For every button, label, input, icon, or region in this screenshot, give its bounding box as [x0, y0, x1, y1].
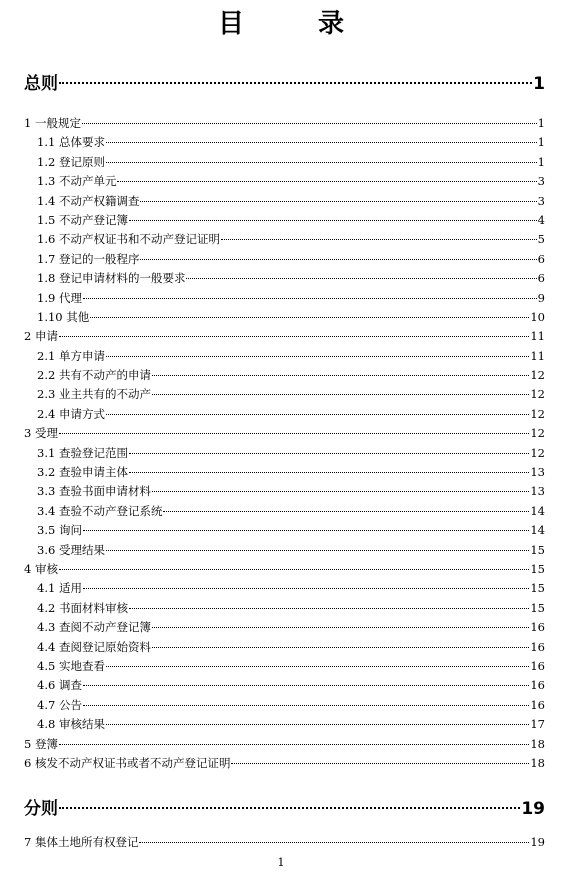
dot-leader — [106, 724, 529, 725]
toc-label: 4.3 查阅不动产登记簿 — [37, 620, 151, 635]
toc-page-number: 12 — [530, 445, 545, 460]
toc-label: 2.2 共有不动产的申请 — [37, 368, 151, 383]
toc-page-number: 19 — [521, 799, 545, 820]
toc-label: 3 受理 — [24, 426, 58, 441]
dot-leader — [59, 744, 529, 745]
toc-label: 1.1 总体要求 — [37, 135, 105, 150]
toc-section-1-10[interactable] — [24, 308, 545, 327]
toc-label: 2.1 单方申请 — [37, 348, 105, 363]
toc-section-2-1[interactable] — [24, 347, 545, 366]
dot-leader — [231, 763, 529, 764]
toc-label: 3.5 询问 — [37, 523, 82, 538]
toc-page-number: 16 — [530, 658, 545, 673]
toc-section-4-4[interactable] — [24, 638, 545, 657]
toc-label: 4.4 查阅登记原始资料 — [37, 639, 151, 654]
toc-label: 2.3 业主共有的不动产 — [37, 387, 151, 402]
toc-chapter-3[interactable] — [24, 424, 545, 443]
toc-label: 1 一般规定 — [24, 116, 81, 130]
toc-label: 1.4 不动产权籍调查 — [37, 193, 140, 208]
toc-section-1-9[interactable] — [24, 289, 545, 308]
dot-leader — [83, 588, 529, 589]
toc-page-number: 11 — [530, 348, 545, 363]
toc-page-number: 15 — [530, 581, 545, 596]
toc-label: 2 申请 — [24, 329, 58, 344]
toc-label: 1.3 不动产单元 — [37, 174, 117, 189]
toc-page-number: 18 — [530, 736, 545, 751]
dot-leader — [106, 550, 529, 551]
toc-page-number: 6 — [537, 271, 545, 286]
dot-leader — [90, 317, 529, 318]
toc-section-3-1[interactable] — [24, 444, 545, 463]
toc-page-number: 12 — [530, 426, 545, 441]
toc-label: 分则 — [24, 799, 58, 820]
dot-leader — [186, 278, 536, 279]
dot-leader — [152, 647, 529, 648]
toc-label: 4.6 调查 — [37, 678, 82, 693]
toc-section-1-6[interactable] — [24, 230, 545, 249]
toc-section-3-5[interactable] — [24, 521, 545, 540]
toc-label: 7 集体土地所有权登记 — [24, 835, 139, 850]
toc-section-4-5[interactable] — [24, 657, 545, 676]
toc-section-2-3[interactable] — [24, 385, 545, 404]
dot-leader — [106, 666, 529, 667]
table-of-contents — [24, 64, 545, 853]
toc-label: 5 登簿 — [24, 736, 58, 751]
dot-leader — [59, 807, 520, 809]
toc-section-3-6[interactable] — [24, 541, 545, 560]
dot-leader — [106, 162, 537, 163]
toc-label: 4.5 实地查看 — [37, 658, 105, 673]
toc-page-number: 18 — [530, 755, 545, 770]
toc-page-number: 11 — [530, 329, 545, 344]
toc-section-1-8[interactable] — [24, 269, 545, 288]
toc-page-number: 16 — [530, 678, 545, 693]
toc-page-number: 10 — [530, 309, 545, 324]
dot-leader — [129, 453, 529, 454]
toc-label: 2.4 申请方式 — [37, 406, 105, 421]
toc-label: 6 核发不动产权证书或者不动产登记证明 — [24, 755, 231, 770]
toc-section-4-1[interactable] — [24, 579, 545, 598]
toc-label: 1.7 登记的一般程序 — [37, 251, 140, 266]
toc-label: 3.1 查验登记范围 — [37, 445, 128, 460]
toc-page-number: 15 — [530, 561, 545, 576]
toc-chapter-6[interactable] — [24, 754, 545, 773]
dot-leader — [59, 82, 532, 84]
toc-page-number: 14 — [530, 523, 545, 538]
dot-leader — [152, 627, 529, 628]
toc-section-3-3[interactable] — [24, 482, 545, 501]
toc-label: 4 审核 — [24, 561, 58, 576]
toc-label: 3.2 查验申请主体 — [37, 465, 128, 480]
toc-section-2-2[interactable] — [24, 366, 545, 385]
toc-label: 1.5 不动产登记簿 — [37, 212, 128, 227]
toc-label: 4.7 公告 — [37, 697, 82, 712]
dot-leader — [117, 181, 536, 182]
dot-leader — [129, 220, 537, 221]
toc-section-3-4[interactable] — [24, 502, 545, 521]
toc-label: 3.6 受理结果 — [37, 542, 105, 557]
toc-label: 4.2 书面材料审核 — [37, 600, 128, 615]
dot-leader — [83, 530, 529, 531]
toc-label: 3.3 查验书面申请材料 — [37, 484, 151, 499]
toc-label: 总则 — [24, 74, 58, 94]
toc-section-1-5[interactable] — [24, 211, 545, 230]
dot-leader — [82, 123, 537, 124]
toc-page-number: 16 — [530, 639, 545, 654]
toc-page-number: 15 — [530, 542, 545, 557]
toc-chapter-2[interactable] — [24, 327, 545, 346]
toc-page-number: 1 — [537, 135, 545, 150]
toc-section-4-8[interactable] — [24, 715, 545, 734]
toc-page-number: 16 — [530, 620, 545, 635]
toc-page-number: 16 — [530, 697, 545, 712]
toc-page-number: 1 — [537, 116, 545, 130]
dot-leader — [59, 433, 529, 434]
toc-section-4-7[interactable] — [24, 696, 545, 715]
toc-page-number: 13 — [530, 484, 545, 499]
toc-page-number: 3 — [537, 193, 545, 208]
toc-page-number: 12 — [530, 368, 545, 383]
toc-section-1-3[interactable] — [24, 172, 545, 191]
dot-leader — [59, 569, 529, 570]
toc-page-number: 12 — [530, 387, 545, 402]
dot-leader — [152, 375, 529, 376]
toc-part-specific[interactable] — [24, 789, 545, 829]
toc-section-2-4[interactable] — [24, 405, 545, 424]
dot-leader — [221, 239, 537, 240]
toc-page-number: 14 — [530, 503, 545, 518]
page-title: 目 录 — [217, 9, 368, 39]
toc-page-number: 9 — [537, 290, 545, 305]
toc-section-4-6[interactable] — [24, 676, 545, 695]
dot-leader — [59, 336, 529, 337]
dot-leader — [139, 842, 529, 843]
dot-leader — [129, 472, 529, 473]
toc-label: 1.2 登记原则 — [37, 154, 105, 169]
toc-label: 1.6 不动产权证书和不动产登记证明 — [37, 232, 220, 247]
toc-page-number: 1 — [533, 74, 545, 94]
toc-page-number: 12 — [530, 406, 545, 421]
page-number-footer: 1 — [277, 856, 285, 869]
toc-chapter-1[interactable] — [24, 114, 545, 133]
toc-label: 1.8 登记申请材料的一般要求 — [37, 271, 186, 286]
dot-leader — [129, 608, 529, 609]
dot-leader — [152, 491, 529, 492]
dot-leader — [83, 298, 537, 299]
dot-leader — [83, 705, 529, 706]
toc-chapter-7[interactable] — [24, 833, 545, 852]
toc-section-4-2[interactable] — [24, 599, 545, 618]
toc-label: 1.9 代理 — [37, 290, 82, 305]
toc-section-1-1[interactable] — [24, 133, 545, 152]
toc-chapter-5[interactable] — [24, 735, 545, 754]
dot-leader — [106, 414, 529, 415]
toc-chapter-4[interactable] — [24, 560, 545, 579]
toc-section-4-3[interactable] — [24, 618, 545, 637]
dot-leader — [83, 685, 529, 686]
dot-leader — [163, 511, 529, 512]
toc-page-number: 1 — [537, 154, 545, 169]
toc-page-number: 19 — [530, 835, 545, 850]
toc-page-number: 15 — [530, 600, 545, 615]
dot-leader — [106, 142, 537, 143]
toc-label: 3.4 查验不动产登记系统 — [37, 503, 163, 518]
toc-page-number: 5 — [537, 232, 545, 247]
toc-page-number: 17 — [530, 717, 545, 732]
toc-label: 4.1 适用 — [37, 581, 82, 596]
toc-page-number: 4 — [537, 212, 545, 227]
toc-page-number: 3 — [537, 174, 545, 189]
toc-part-general[interactable] — [24, 64, 545, 104]
dot-leader — [140, 201, 536, 202]
toc-page-number: 13 — [530, 465, 545, 480]
dot-leader — [140, 259, 536, 260]
toc-section-1-7[interactable] — [24, 250, 545, 269]
dot-leader — [106, 356, 529, 357]
toc-label: 1.10 其他 — [37, 309, 90, 324]
toc-label: 4.8 审核结果 — [37, 717, 105, 732]
toc-page-number: 6 — [537, 251, 545, 266]
dot-leader — [152, 394, 529, 395]
toc-section-1-2[interactable] — [24, 153, 545, 172]
toc-section-1-4[interactable] — [24, 192, 545, 211]
toc-section-3-2[interactable] — [24, 463, 545, 482]
